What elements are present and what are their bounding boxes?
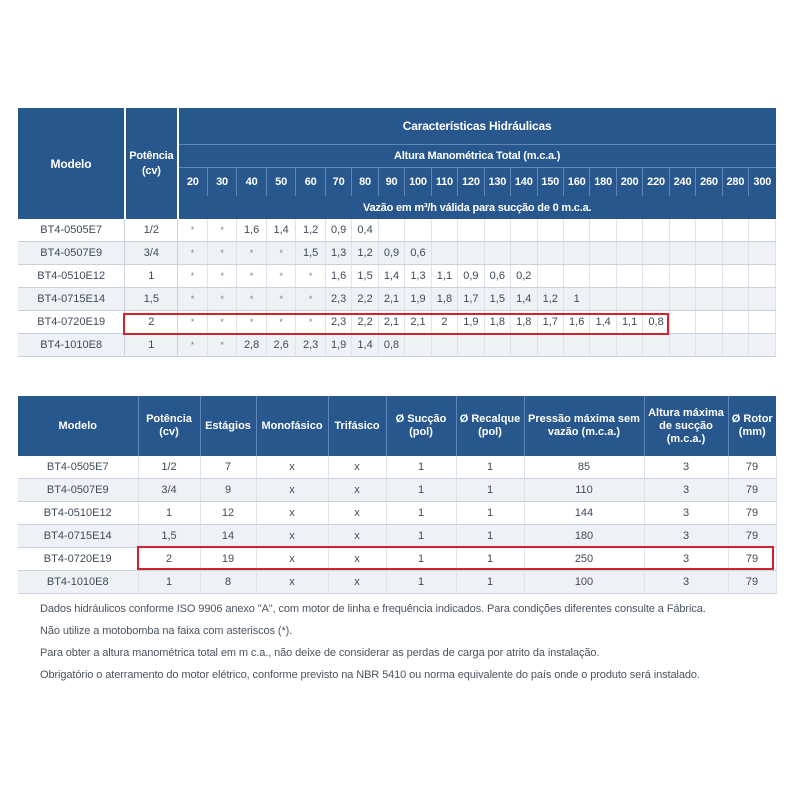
flow-cell [590,219,616,242]
flow-cell [590,265,616,288]
flow-cell [722,265,748,288]
flow-cell: 2,8 [237,334,267,357]
flow-cell: 0,8 [378,334,404,357]
power-cell: 3/4 [125,242,178,265]
flow-cell [749,242,776,265]
spec-cell: 7 [200,456,256,479]
spec-cell: 1 [456,502,524,525]
spec-cell: x [256,479,328,502]
spec-row [18,502,776,525]
flow-cell [696,265,722,288]
flow-cell: 1 [563,288,589,311]
flow-cell [537,334,563,357]
spec-column-header: Ø Recalque (pol) [456,396,524,456]
model-cell: BT4-0715E14 [18,288,125,311]
spec-row [18,479,776,502]
flow-cell: 0,8 [643,311,669,334]
spec-cell: 110 [524,479,644,502]
head-value-header: 300 [749,168,776,197]
flow-cell: 2,3 [296,334,326,357]
flow-cell: 1,5 [352,265,378,288]
flow-cell: * [178,334,208,357]
flow-cell [563,242,589,265]
spec-cell: 144 [524,502,644,525]
flow-cell: 0,9 [378,242,404,265]
spec-cell: 3 [644,571,728,594]
flow-cell [484,334,510,357]
flow-cell: * [178,219,208,242]
flow-cell [458,242,484,265]
flow-cell: 1,6 [563,311,589,334]
flow-cell [643,334,669,357]
flow-cell: * [207,288,237,311]
head-value-header: 130 [484,168,510,197]
spec-cell: 1,5 [138,525,200,548]
flow-cell: 2,1 [405,311,431,334]
spec-cell: 1 [386,456,456,479]
flow-cell: 1,8 [484,311,510,334]
spec-column-header: Modelo [18,396,138,456]
note-grounding: Obrigatório o aterramento do motor elétrico, conforme previsto na NBR 5410 ou norma equivalente do país onde o produto será instalado. [40,669,700,681]
flow-cell: * [266,265,296,288]
flow-cell [458,219,484,242]
spec-cell: 79 [728,571,776,594]
model-cell: BT4-1010E8 [18,334,125,357]
spec-cell: 3 [644,502,728,525]
flow-cell [431,242,457,265]
head-value-header: 40 [237,168,267,197]
flow-cell: * [237,265,267,288]
flow-cell [563,334,589,357]
spec-cell: 1 [456,571,524,594]
spec-cell: x [256,525,328,548]
flow-cell: 1,8 [431,288,457,311]
head-value-header: 140 [511,168,537,197]
spec-cell: 2 [138,548,200,571]
spec-cell: 3 [644,525,728,548]
flow-cell [749,219,776,242]
note-head-loss: Para obter a altura manométrica total em m c.a., não deixe de considerar as perdas de carga por atrito da instalação. [40,647,600,659]
spec-column-header: Monofásico [256,396,328,456]
head-value-header: 110 [431,168,457,197]
head-value-header: 60 [296,168,326,197]
flow-cell [696,242,722,265]
flow-cell [643,242,669,265]
model-cell: BT4-0505E7 [18,219,125,242]
power-column-header [125,108,178,219]
spec-cell: 1 [386,548,456,571]
spec-row [18,571,776,594]
spec-column-header: Altura máxima de sucção (m.c.a.) [644,396,728,456]
flow-cell: 1,9 [405,288,431,311]
flow-cell [616,265,642,288]
flow-cell: 0,2 [511,265,537,288]
flow-cell: 1,4 [352,334,378,357]
note-asterisks: Não utilize a motobomba na faixa com asteriscos (*). [40,625,293,637]
model-column-header: Modelo [18,108,125,219]
spec-cell: 3 [644,479,728,502]
flow-cell: 0,6 [484,265,510,288]
spec-cell: 3 [644,548,728,571]
flow-cell [643,288,669,311]
model-cell: BT4-0507E9 [18,242,125,265]
flow-cell [669,242,695,265]
spec-cell: 1 [456,456,524,479]
spec-cell: x [328,479,386,502]
spec-column-header: Ø Rotor (mm) [728,396,776,456]
model-cell: BT4-0720E19 [18,311,125,334]
flow-cell [590,334,616,357]
flow-cell: 2 [431,311,457,334]
spec-cell: x [328,456,386,479]
flow-cell [696,334,722,357]
spec-row [18,548,776,571]
flow-cell: 1,4 [590,311,616,334]
flow-cell [537,265,563,288]
flow-cell: * [266,311,296,334]
spec-column-header: Ø Sucção (pol) [386,396,456,456]
spec-cell: 3/4 [138,479,200,502]
spec-cell: 1 [138,502,200,525]
flow-cell [511,219,537,242]
flow-cell: 1,1 [616,311,642,334]
flow-cell [696,219,722,242]
flow-cell [696,311,722,334]
flow-cell: * [237,311,267,334]
model-cell: BT4-0720E19 [18,548,138,571]
head-value-header: 160 [563,168,589,197]
flow-cell: 1,2 [537,288,563,311]
flow-cell: * [207,219,237,242]
flow-cell: * [178,288,208,311]
flow-cell [458,334,484,357]
flow-cell [590,242,616,265]
flow-cell: * [207,334,237,357]
flow-cell: * [296,265,326,288]
flow-cell [669,219,695,242]
hydraulic-row [18,288,776,311]
spec-cell: 1 [138,571,200,594]
flow-cell: 1,2 [296,219,326,242]
spec-column-header: Potência (cv) [138,396,200,456]
spec-cell: 1 [386,525,456,548]
spec-cell: x [256,456,328,479]
spec-column-header: Pressão máxima sem vazão (m.c.a.) [524,396,644,456]
flow-cell [722,242,748,265]
flow-cell [537,219,563,242]
flow-cell: 1,9 [325,334,351,357]
head-value-header: 90 [378,168,404,197]
flow-cell [749,288,776,311]
spec-cell: 79 [728,502,776,525]
flow-cell: * [178,242,208,265]
footnotes [40,600,780,688]
spec-cell: x [256,502,328,525]
spec-row [18,525,776,548]
spec-row [18,456,776,479]
flow-cell [669,288,695,311]
flow-cell: * [207,265,237,288]
flow-cell: 1,7 [458,288,484,311]
spec-cell: 1 [386,571,456,594]
head-value-header: 180 [590,168,616,197]
hydraulic-row [18,265,776,288]
spec-cell: 1 [456,479,524,502]
spec-column-header: Trifásico [328,396,386,456]
flow-cell: * [178,311,208,334]
flow-cell: * [237,242,267,265]
head-title: Altura Manométrica Total (m.c.a.) [178,145,776,168]
flow-cell: 0,9 [458,265,484,288]
flow-cell [590,288,616,311]
spec-cell: 8 [200,571,256,594]
model-cell: BT4-0510E12 [18,265,125,288]
power-cell: 1 [125,265,178,288]
flow-cell: 2,1 [378,288,404,311]
head-value-header: 80 [352,168,378,197]
flow-cell [722,311,748,334]
flow-cell [616,242,642,265]
spec-column-header: Estágios [200,396,256,456]
head-value-header: 220 [643,168,669,197]
flow-cell [511,334,537,357]
flow-cell [563,265,589,288]
head-value-header: 70 [325,168,351,197]
hydraulic-row [18,242,776,265]
power-label: Potência [129,149,174,162]
flow-cell: * [296,288,326,311]
spec-cell: x [328,571,386,594]
flow-cell [537,242,563,265]
spec-cell: x [256,571,328,594]
flow-cell: 1,1 [431,265,457,288]
power-unit: (cv) [141,164,161,177]
power-cell: 1,5 [125,288,178,311]
flow-cell: 0,4 [352,219,378,242]
flow-cell [484,219,510,242]
spec-cell: 79 [728,479,776,502]
flow-cell [563,219,589,242]
spec-cell: 79 [728,548,776,571]
flow-cell: 1,9 [458,311,484,334]
spec-cell: 1 [386,502,456,525]
flow-cell [616,334,642,357]
spec-cell: 12 [200,502,256,525]
flow-cell [511,242,537,265]
flow-cell [669,311,695,334]
flow-cell: 1,4 [266,219,296,242]
flow-cell [616,219,642,242]
flow-cell: 2,3 [325,311,351,334]
spec-cell: 19 [200,548,256,571]
flow-cell: * [207,242,237,265]
flow-cell [405,334,431,357]
spec-cell: 1/2 [138,456,200,479]
flow-cell [722,219,748,242]
flow-cell: 1,6 [325,265,351,288]
head-value-header: 200 [616,168,642,197]
hydraulic-row [18,334,776,357]
power-cell: 2 [125,311,178,334]
model-cell: BT4-0715E14 [18,525,138,548]
flow-cell [431,219,457,242]
spec-cell: 1 [456,525,524,548]
flow-cell: * [266,288,296,311]
spec-cell: 100 [524,571,644,594]
flow-cell [749,334,776,357]
flow-cell: 2,2 [352,311,378,334]
spec-cell: 250 [524,548,644,571]
spec-cell: 14 [200,525,256,548]
spec-cell: 85 [524,456,644,479]
flow-cell: * [296,311,326,334]
head-value-header: 100 [405,168,431,197]
flow-cell: 0,6 [405,242,431,265]
flow-cell: 2,6 [266,334,296,357]
spec-cell: x [328,502,386,525]
flow-cell [616,288,642,311]
flow-cell: 1,7 [537,311,563,334]
flow-cell: 2,2 [352,288,378,311]
flow-cell [378,219,404,242]
head-value-header: 280 [722,168,748,197]
flow-cell [643,219,669,242]
power-cell: 1/2 [125,219,178,242]
head-value-header: 120 [458,168,484,197]
hydraulic-row [18,311,776,334]
flow-cell [749,311,776,334]
model-cell: BT4-1010E8 [18,571,138,594]
spec-cell: x [328,525,386,548]
flow-cell: 1,5 [296,242,326,265]
flow-cell: * [266,242,296,265]
flow-cell [722,334,748,357]
flow-cell [696,288,722,311]
flow-cell: 2,1 [378,311,404,334]
flow-note: Vazão em m³/h válida para sucção de 0 m.c.a. [178,196,776,219]
flow-cell [405,219,431,242]
spec-cell: 79 [728,456,776,479]
flow-cell: 1,5 [484,288,510,311]
flow-cell: * [178,265,208,288]
flow-cell [484,242,510,265]
flow-cell: 2,3 [325,288,351,311]
head-value-header: 150 [537,168,563,197]
spec-cell: 180 [524,525,644,548]
flow-cell: 1,6 [237,219,267,242]
flow-cell: 0,9 [325,219,351,242]
flow-cell [669,265,695,288]
power-cell: 1 [125,334,178,357]
flow-cell [669,334,695,357]
spec-cell: 1 [456,548,524,571]
spec-cell: 3 [644,456,728,479]
hydraulic-table [18,108,776,357]
specs-table [18,396,777,594]
flow-cell: 1,4 [511,288,537,311]
flow-cell: * [237,288,267,311]
flow-cell: 1,8 [511,311,537,334]
flow-cell: 1,3 [325,242,351,265]
flow-cell: 1,2 [352,242,378,265]
head-value-header: 30 [207,168,237,197]
flow-cell [431,334,457,357]
spec-cell: x [256,548,328,571]
model-cell: BT4-0510E12 [18,502,138,525]
hydraulic-row [18,219,776,242]
head-value-header: 50 [266,168,296,197]
spec-cell: 9 [200,479,256,502]
flow-cell: 1,3 [405,265,431,288]
model-cell: BT4-0505E7 [18,456,138,479]
flow-cell [749,265,776,288]
flow-cell: * [207,311,237,334]
spec-cell: 1 [386,479,456,502]
head-value-header: 260 [696,168,722,197]
flow-cell: 1,4 [378,265,404,288]
head-value-header: 240 [669,168,695,197]
note-iso: Dados hidráulicos conforme ISO 9906 anexo "A", com motor de linha e frequência indicados. Para condições diferentes consulte a Fábrica. [40,603,706,615]
flow-cell [722,288,748,311]
spec-cell: 79 [728,525,776,548]
model-cell: BT4-0507E9 [18,479,138,502]
spec-cell: x [328,548,386,571]
hydraulic-title: Características Hidráulicas [178,108,776,145]
flow-cell [643,265,669,288]
head-value-header: 20 [178,168,208,197]
